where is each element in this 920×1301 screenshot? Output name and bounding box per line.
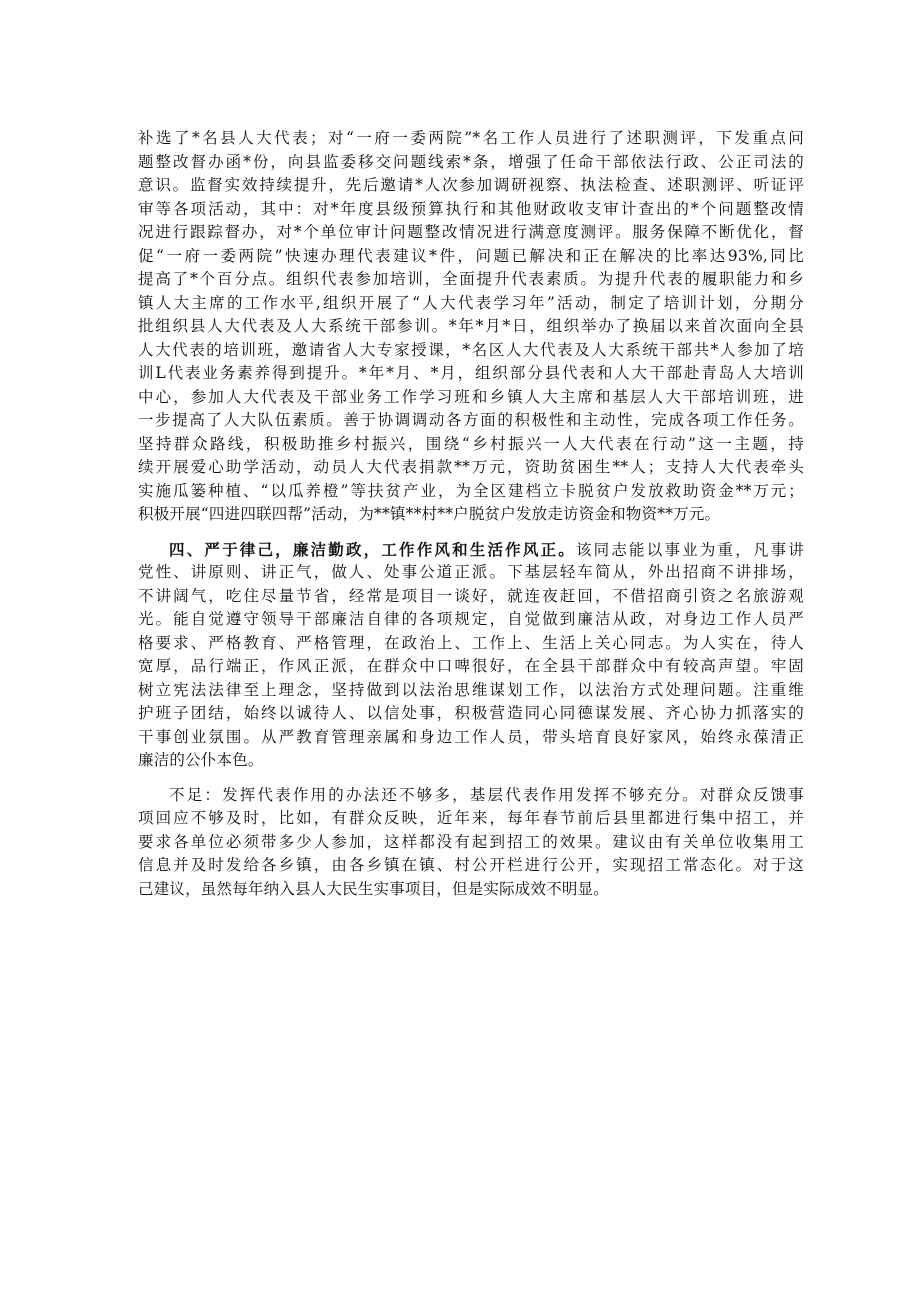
text-line: 不足：发挥代表作用的办法还不够多，基层代表作用发挥不够充分。对群众反馈事 [169,785,804,804]
text-line: 题整改督办函*份，向县监委移交问题线索*条，增强了任命干部依法行政、公正司法的 [138,152,804,171]
text-line: 提高了*个百分点。组织代表参加培训，全面提升代表素质。为提升代表的履职能力和乡 [138,270,804,288]
text-line: 审等各项活动，其中：对*年度县级预算执行和其他财政收支审计查出的*个问题整改情 [138,199,804,218]
text-line: 一步提高了人大队伍素质。善于协调调动各方面的积极性和主动性，完成各项工作任务。 [138,411,804,429]
paragraph-shortcomings [138,784,804,902]
text-line: 补选了*名县人大代表；对“一府一委两院”*名工作人员进行了述职测评，下发重点问 [138,129,804,147]
text-line: 批组织县人大代表及人大系统干部参训。*年*月*日，组织举办了换届以来首次面向全县 [138,317,804,335]
text-line: 意识。监督实效持续提升，先后邀请*人次参加调研视察、执法检查、述职测评、听证评 [138,176,804,194]
paragraph-integrity [138,538,804,773]
text-line: 信息并及时发给各乡镇，由各乡镇在镇、村公开栏进行公开，实现招工常态化。对于这 [138,856,804,874]
section-heading: 四、严于律己，廉洁勤政，工作作风和生活作风正。 [169,539,576,559]
text-line: 况进行跟踪督办，对*个单位审计问题整改情况进行满意度测评。服务保障不断优化，督 [138,223,804,241]
text-line: 干事创业氛围。从严教育管理亲属和身边工作人员，带头培育良好家风，始终永葆清正 [138,727,804,746]
text-line: 树立宪法法律至上理念，坚持做到以法治思维谋划工作，以法治方式处理问题。注重维 [138,680,804,699]
text-line: 廉洁的公仆本色。 [138,751,264,769]
text-line: 光。能自觉遵守领导干部廉洁自律的各项规定，自觉做到廉洁从政，对身边工作人员严 [138,610,804,628]
paragraph-supervision [138,127,804,527]
text-line: 要求各单位必须带多少人参加，这样都没有起到招工的效果。建议由有关单位收集用工 [138,832,804,851]
text-line [138,538,804,562]
text-line: 镇人大主席的工作水平,组织开展了“人大代表学习年”活动，制定了培训计划，分期分 [138,293,804,312]
text-line: 宽厚，品行端正，作风正派，在群众中口啤很好，在全县干部群众中有较高声望。牢固 [138,657,804,675]
text-line: 实施瓜篓种植、“以瓜养橙”等扶贫产业，为全区建档立卡脱贫户发放救助资金**万元； [138,481,804,500]
text-line: 促“一府一委两院”快速办理代表建议*件，问题已解决和正在解决的比率达93%,同比 [138,246,804,265]
text-line: 坚持群众路线，积极助推乡村振兴，围绕“乡村振兴一人大代表在行动”这一主题，持 [138,434,804,453]
text-line: 人大代表的培训班，邀请省人大专家授课，*名区人大代表及人大系统干部共*人参加了培 [138,340,804,359]
text-line: 格要求、严格教育、严格管理，在政治上、工作上、生活上关心同志。为人实在，待人 [138,633,804,652]
text-line: 积极开展“四进四联四帮”活动，为**镇**村**户脱贫户发放走访资金和物资**万元。 [138,505,721,523]
text-line: 己建议，虽然每年纳入县人大民生实事项目，但是实际成效不明显。 [138,879,610,898]
text-line: 训L代表业务素养得到提升。*年*月、*月，组织部分县代表和人大干部赴青岛人大培训 [138,364,804,382]
document-body [138,127,804,901]
text-line: 护班子团结，始终以诚待人、以信处事，积极营造同心同德谋发展、齐心协力抓落实的 [138,704,804,722]
text-line: 项回应不够及时，比如，有群众反映，近年来，每年春节前后县里都进行集中招工，并 [138,809,804,827]
text-line: 中心，参加人大代表及干部业务工作学习班和乡镇人大主席和基层人大干部培训班，进 [138,387,804,406]
text-line: 续开展爱心助学活动，动员人大代表捐款**万元，资助贫困生**人；支持人大代表牵头 [138,458,804,476]
text-line: 党性、讲原则、讲正气，做人、处事公道正派。下基层轻车简从，外出招商不讲排场， [138,563,804,581]
heading-continuation: 该同志能以事业为重，凡事讲 [575,540,804,559]
text-line: 不讲阔气，吃住尽量节省，经常是项目一谈好，就连夜赶回，不借招商引资之名旅游观 [138,586,804,605]
